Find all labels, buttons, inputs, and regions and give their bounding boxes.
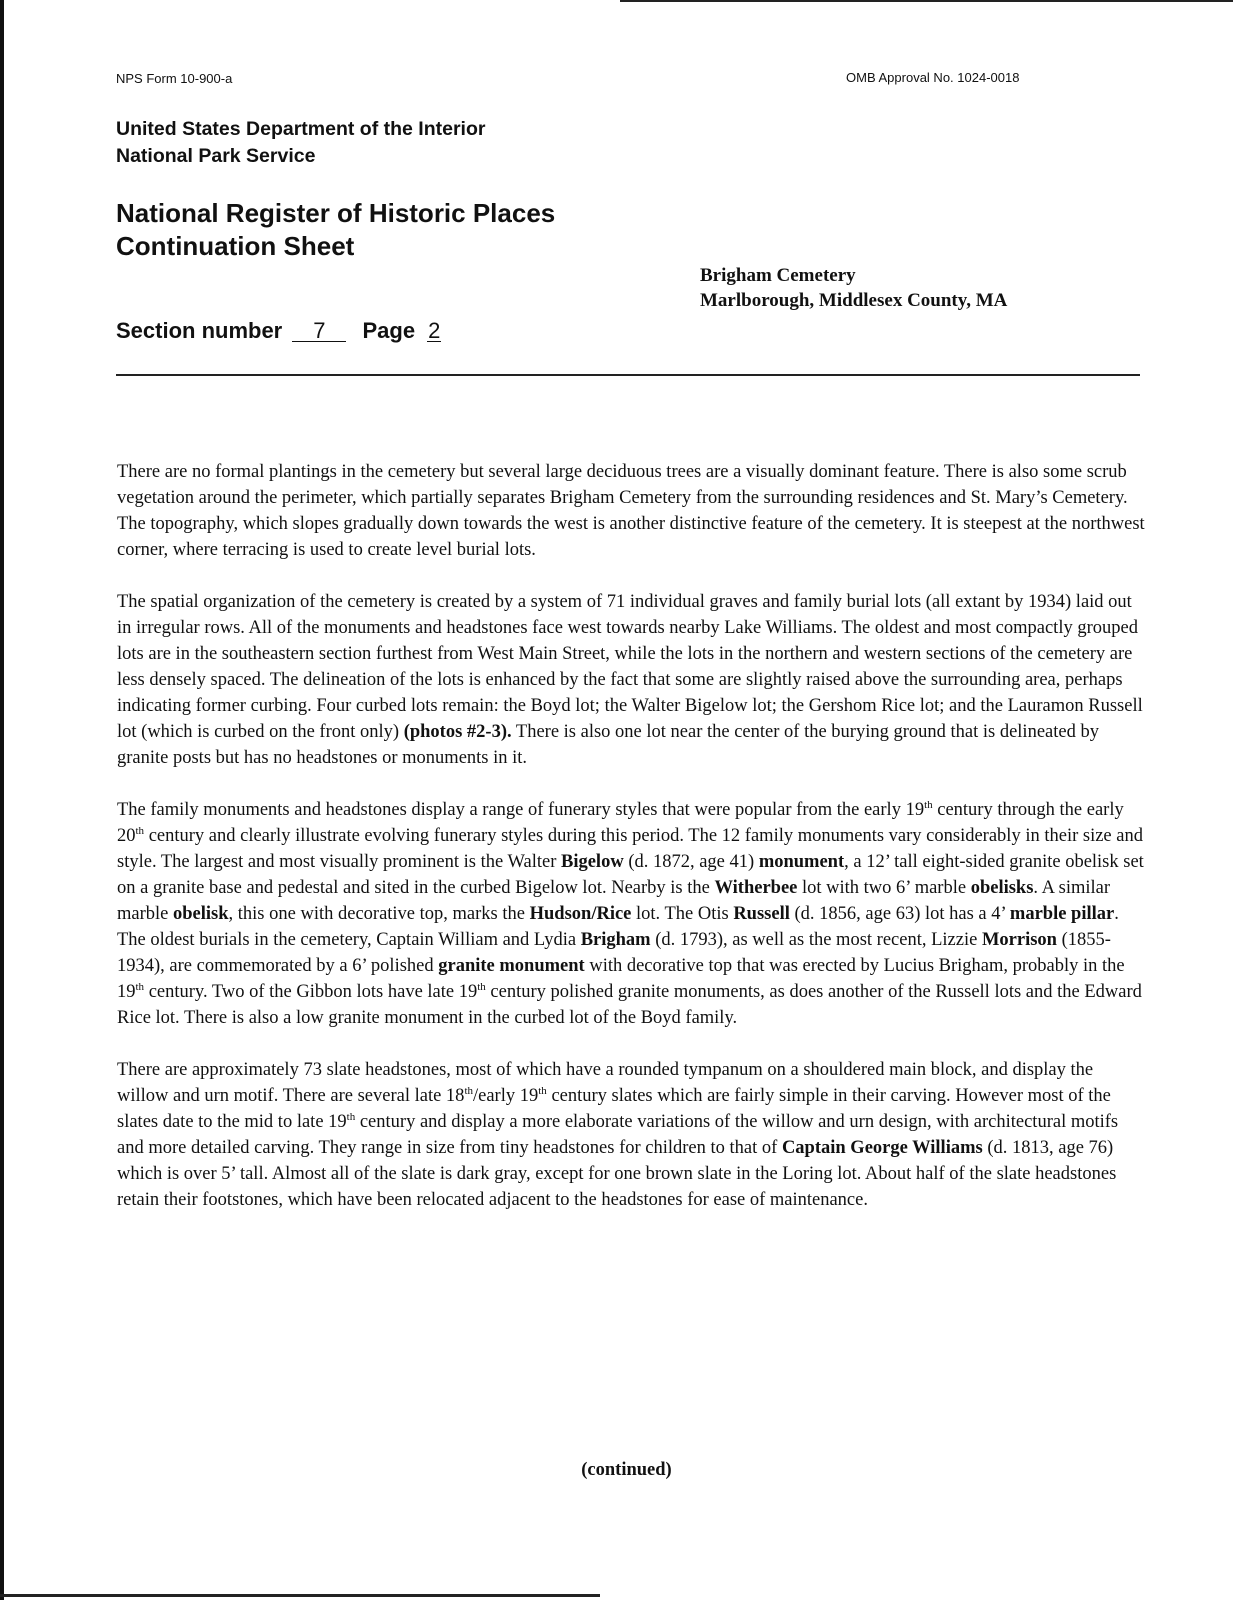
paragraph-text: , a 12’ tall eight-sided granite obelisk set on a granite base and pedestal and sited in the curbed Bigelow lot. Nearby is the [117, 852, 1144, 898]
paragraph-text: . A similar marble [117, 878, 1110, 924]
page-label: Page [362, 318, 416, 343]
bold-text: Brigham [580, 930, 651, 950]
superscript-text: th [464, 1084, 473, 1097]
bold-text: Witherbee [714, 878, 798, 898]
paragraph-text: lot. The Otis [631, 904, 734, 924]
superscript-text: th [346, 1110, 356, 1123]
paragraph-text: century and display a more elaborate variations of the willow and urn design, with architectural motifs and more detailed carving. They range in size from tiny headstones for children to that of [117, 1112, 1119, 1158]
paragraph-text: century through the early 20 [117, 800, 1124, 846]
paragraph [117, 459, 1147, 563]
property-name: Brigham Cemetery [700, 265, 856, 286]
page-number: 2 [428, 318, 441, 343]
section-number: 7 [292, 321, 346, 342]
scan-edge-top [620, 0, 1233, 2]
bold-text: marble pillar [1009, 904, 1115, 924]
paragraph-text: (1855-1934), are commemorated by a 6’ polished [117, 930, 1111, 976]
bold-text: obelisks [970, 878, 1034, 898]
section-page-line [116, 318, 441, 344]
paragraph-text: (d. 1793), as well as the most recent, Lizzie [650, 930, 982, 950]
bold-text: monument [758, 852, 845, 872]
bold-text: obelisk [173, 904, 229, 924]
paragraph [117, 589, 1147, 771]
paragraph-text: There are approximately 73 slate headstones, most of which have a rounded tympanum on a shouldered main block, and display the willow and urn motif. There are several late 18 [117, 1060, 1094, 1106]
paragraph [117, 797, 1147, 1031]
paragraph-text: lot with two 6’ marble [797, 878, 971, 898]
bold-text: Captain George Williams [781, 1138, 983, 1158]
scan-edge-bottom [0, 1594, 600, 1597]
paragraph-text: century. Two of the Gibbon lots have late 19 [144, 982, 478, 1002]
bold-text: (photos #2-3). [403, 722, 512, 742]
paragraph-text: , this one with decorative top, marks the [228, 904, 530, 924]
bold-text: Bigelow [560, 852, 624, 872]
paragraph-text: (d. 1856, age 63) lot has a 4’ [789, 904, 1010, 924]
department-name: United States Department of the Interior [116, 118, 486, 140]
paragraph [117, 1057, 1147, 1213]
superscript-text: th [924, 798, 933, 811]
paragraph-text: century and clearly illustrate evolving funerary styles during this period. The 12 family monuments vary considerably in their size and style. The largest and most visually prominent is the Walter [117, 826, 1143, 872]
page-title [116, 197, 555, 263]
paragraph-text: There are no formal plantings in the cemetery but several large deciduous trees are a visually dominant feature. There is also some scrub vegetation around the perimeter, which partially separates Brigham Cemetery from the surrounding residences and St. Mary’s Cemetery. The topography, which slopes gradually down towards the west is another distinctive feature of the cemetery. It is steepest at the northwest corner, where terracing is used to create level burial lots. [117, 462, 1145, 560]
bold-text: Hudson/Rice [529, 904, 632, 924]
bold-text: Russell [733, 904, 790, 924]
paragraph-text: century polished granite monuments, as does another of the Russell lots and the Edward Rice lot. There is also a low granite monument in the curbed lot of the Boyd family. [117, 982, 1142, 1028]
superscript-text: th [538, 1084, 547, 1097]
service-name: National Park Service [116, 145, 316, 167]
title-line-1: National Register of Historic Places [116, 198, 556, 228]
paragraph-text: The spatial organization of the cemetery is created by a system of 71 individual graves and family burial lots (all extant by 1934) laid out in irregular rows. All of the monuments and headstones face west towards nearby Lake Williams. The oldest and most compactly grouped lots are in the southeastern section furthest from West Main Street, while the lots in the northern and western sections of the cemetery are less densely spaced. The delineation of the lots is enhanced by the fact that some are slightly raised above the surrounding area, perhaps indicating former curbing. Four curbed lots remain: the Boyd lot; the Walter Bigelow lot; the Gershom Rice lot; and the Lauramon Russell lot (which is curbed on the front only) [117, 592, 1143, 742]
property-block [700, 263, 1007, 313]
property-location: Marlborough, Middlesex County, MA [700, 290, 1008, 311]
paragraph-text: /early 19 [473, 1086, 539, 1106]
paragraph-text: (d. 1813, age 76) which is over 5’ tall. Almost all of the slate is dark gray, except for one brown slate in the Loring lot. About half of the slate headstones retain their footstones, which have been relocated adjacent to the headstones for ease of maintenance. [117, 1138, 1117, 1210]
paragraph-text: The family monuments and headstones display a range of funerary styles that were popular from the early 19 [117, 800, 925, 820]
omb-approval: OMB Approval No. 1024-0018 [846, 70, 1020, 85]
bold-text: Morrison [981, 930, 1057, 950]
paragraph-text: century slates which are fairly simple in their carving. However most of the slates date to the mid to late 19 [117, 1086, 1111, 1132]
bold-text: granite monument [438, 956, 585, 976]
section-label: Section number [116, 318, 283, 343]
paragraph-text: There is also one lot near the center of the burying ground that is delineated by granite posts but has no headstones or monuments in it. [117, 722, 1099, 768]
continued-note: (continued) [581, 1460, 672, 1480]
superscript-text: th [135, 824, 145, 837]
paragraph-text: . The oldest burials in the cemetery, Captain William and Lydia [117, 904, 1119, 950]
scan-edge-left [0, 0, 4, 1600]
title-line-2: Continuation Sheet [116, 231, 355, 261]
header-divider [116, 374, 1140, 376]
paragraph-text: with decorative top that was erected by Lucius Brigham, probably in the 19 [117, 956, 1125, 1002]
agency-block [116, 116, 485, 170]
superscript-text: th [135, 980, 145, 993]
form-id: NPS Form 10-900-a [116, 71, 233, 86]
paragraph-text: (d. 1872, age 41) [623, 852, 759, 872]
superscript-text: th [477, 980, 486, 993]
body-text [117, 459, 1147, 1239]
